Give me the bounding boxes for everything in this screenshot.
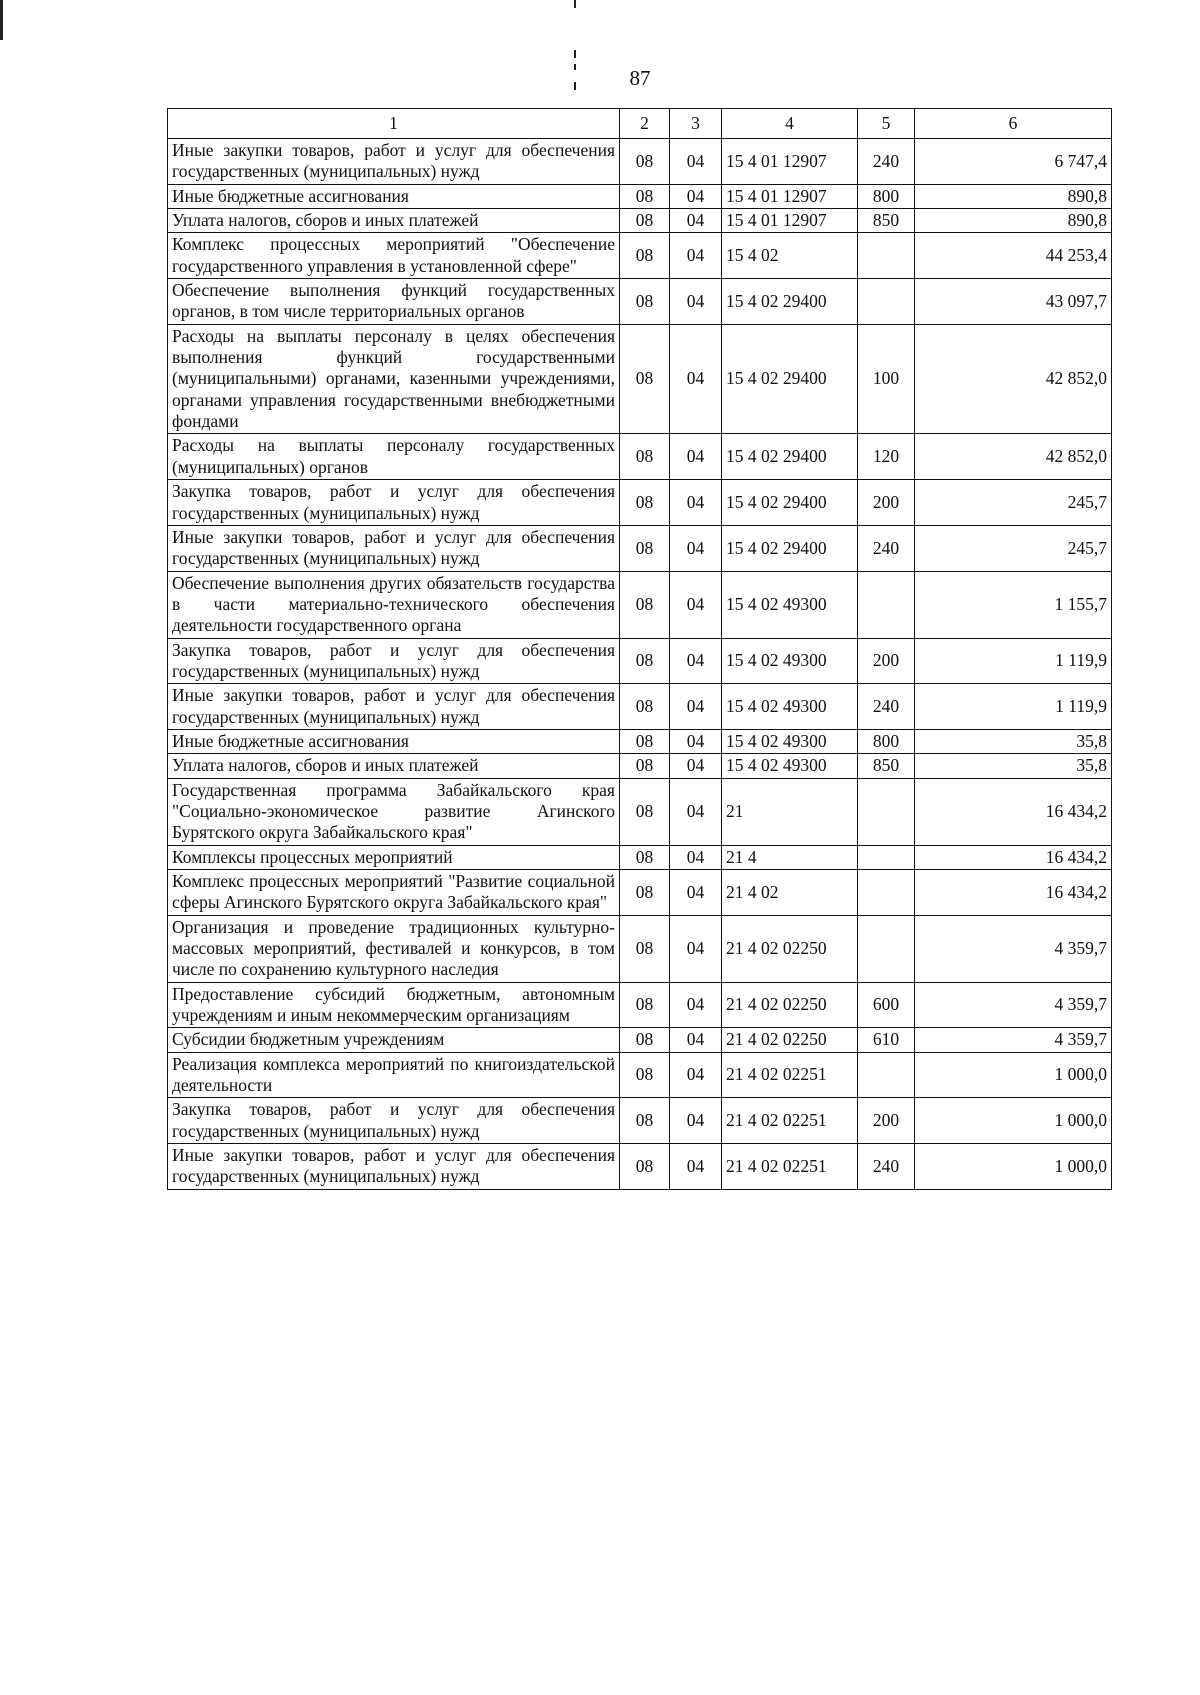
table-row xyxy=(168,525,1112,571)
row-target-article: 21 4 xyxy=(722,845,858,869)
header-row xyxy=(168,109,1112,139)
row-name: Субсидии бюджетным учреждениям xyxy=(168,1028,620,1052)
row-section: 08 xyxy=(620,233,670,279)
row-expense-type: 600 xyxy=(858,982,915,1028)
table-row xyxy=(168,434,1112,480)
header-col-6: 6 xyxy=(915,109,1112,139)
row-expense-type xyxy=(858,870,915,916)
row-expense-type xyxy=(858,1052,915,1098)
row-target-article: 15 4 02 29400 xyxy=(722,434,858,480)
row-target-article: 21 4 02 02251 xyxy=(722,1144,858,1190)
row-amount: 16 434,2 xyxy=(915,778,1112,845)
row-subsection: 04 xyxy=(670,209,722,233)
row-target-article: 15 4 02 xyxy=(722,233,858,279)
row-name: Государственная программа Забайкальского края "Социально-экономическое развитие Агинского Бурятского округа Забайкальского края" xyxy=(168,778,620,845)
row-amount: 6 747,4 xyxy=(915,139,1112,185)
row-expense-type: 200 xyxy=(858,480,915,526)
row-expense-type: 610 xyxy=(858,1028,915,1052)
row-target-article: 21 4 02 02251 xyxy=(722,1098,858,1144)
row-expense-type xyxy=(858,233,915,279)
row-section: 08 xyxy=(620,1028,670,1052)
row-section: 08 xyxy=(620,778,670,845)
row-section: 08 xyxy=(620,139,670,185)
row-target-article: 21 4 02 02251 xyxy=(722,1052,858,1098)
row-name: Комплекс процессных мероприятий "Развитие социальной сферы Агинского Бурятского округа Забайкальского края" xyxy=(168,870,620,916)
table-row xyxy=(168,209,1112,233)
table-row xyxy=(168,729,1112,753)
row-expense-type: 240 xyxy=(858,139,915,185)
row-subsection: 04 xyxy=(670,778,722,845)
row-section: 08 xyxy=(620,684,670,730)
row-name: Иные закупки товаров, работ и услуг для обеспечения государственных (муниципальных) нужд xyxy=(168,139,620,185)
row-target-article: 15 4 02 29400 xyxy=(722,525,858,571)
row-amount: 1 155,7 xyxy=(915,571,1112,638)
row-amount: 245,7 xyxy=(915,525,1112,571)
row-section: 08 xyxy=(620,845,670,869)
row-amount: 245,7 xyxy=(915,480,1112,526)
row-amount: 1 119,9 xyxy=(915,684,1112,730)
table-row xyxy=(168,982,1112,1028)
row-amount: 1 119,9 xyxy=(915,638,1112,684)
row-target-article: 15 4 01 12907 xyxy=(722,139,858,185)
row-amount: 44 253,4 xyxy=(915,233,1112,279)
row-expense-type xyxy=(858,279,915,325)
row-name: Закупка товаров, работ и услуг для обеспечения государственных (муниципальных) нужд xyxy=(168,480,620,526)
row-target-article: 21 4 02 xyxy=(722,870,858,916)
row-subsection: 04 xyxy=(670,684,722,730)
row-expense-type: 240 xyxy=(858,525,915,571)
row-subsection: 04 xyxy=(670,638,722,684)
row-target-article: 15 4 02 49300 xyxy=(722,684,858,730)
row-subsection: 04 xyxy=(670,845,722,869)
row-expense-type: 100 xyxy=(858,324,915,434)
table-row xyxy=(168,1144,1112,1190)
row-target-article: 21 4 02 02250 xyxy=(722,1028,858,1052)
row-subsection: 04 xyxy=(670,729,722,753)
row-target-article: 21 4 02 02250 xyxy=(722,915,858,982)
table-row xyxy=(168,1098,1112,1144)
row-amount: 42 852,0 xyxy=(915,434,1112,480)
row-amount: 16 434,2 xyxy=(915,845,1112,869)
row-name: Расходы на выплаты персоналу государственных (муниципальных) органов xyxy=(168,434,620,480)
row-name: Иные закупки товаров, работ и услуг для обеспечения государственных (муниципальных) нужд xyxy=(168,684,620,730)
table-row xyxy=(168,480,1112,526)
row-name: Уплата налогов, сборов и иных платежей xyxy=(168,754,620,778)
scan-mark-left-edge xyxy=(0,0,3,40)
row-subsection: 04 xyxy=(670,1098,722,1144)
row-amount: 4 359,7 xyxy=(915,915,1112,982)
row-subsection: 04 xyxy=(670,480,722,526)
row-name: Закупка товаров, работ и услуг для обеспечения государственных (муниципальных) нужд xyxy=(168,1098,620,1144)
row-target-article: 15 4 02 49300 xyxy=(722,638,858,684)
table-row xyxy=(168,571,1112,638)
row-section: 08 xyxy=(620,434,670,480)
row-name: Расходы на выплаты персоналу в целях обеспечения выполнения функций государственными (муниципальными) органами, казенными учреждениями, органами управления государственными внебюджетными фондами xyxy=(168,324,620,434)
row-section: 08 xyxy=(620,525,670,571)
row-expense-type: 240 xyxy=(858,684,915,730)
header-col-3: 3 xyxy=(670,109,722,139)
row-expense-type xyxy=(858,778,915,845)
row-target-article: 21 xyxy=(722,778,858,845)
row-section: 08 xyxy=(620,638,670,684)
row-subsection: 04 xyxy=(670,754,722,778)
row-name: Иные бюджетные ассигнования xyxy=(168,729,620,753)
row-amount: 1 000,0 xyxy=(915,1144,1112,1190)
row-name: Иные закупки товаров, работ и услуг для обеспечения государственных (муниципальных) нужд xyxy=(168,1144,620,1190)
row-subsection: 04 xyxy=(670,1052,722,1098)
row-section: 08 xyxy=(620,1098,670,1144)
row-expense-type xyxy=(858,915,915,982)
row-target-article: 15 4 02 49300 xyxy=(722,754,858,778)
row-amount: 16 434,2 xyxy=(915,870,1112,916)
table-body xyxy=(168,139,1112,1190)
scan-mark-top xyxy=(574,0,576,8)
row-section: 08 xyxy=(620,324,670,434)
table-header xyxy=(168,109,1112,139)
row-subsection: 04 xyxy=(670,233,722,279)
row-section: 08 xyxy=(620,729,670,753)
row-amount: 43 097,7 xyxy=(915,279,1112,325)
row-section: 08 xyxy=(620,480,670,526)
row-section: 08 xyxy=(620,982,670,1028)
row-name: Организация и проведение традиционных культурно-массовых мероприятий, фестивалей и конкурсов, в том числе по сохранению культурного наследия xyxy=(168,915,620,982)
row-amount: 35,8 xyxy=(915,754,1112,778)
table-row xyxy=(168,1052,1112,1098)
row-subsection: 04 xyxy=(670,1144,722,1190)
row-expense-type: 120 xyxy=(858,434,915,480)
row-subsection: 04 xyxy=(670,525,722,571)
row-name: Иные бюджетные ассигнования xyxy=(168,184,620,208)
table-row xyxy=(168,684,1112,730)
scan-mark-dash-3 xyxy=(574,82,576,90)
table-row xyxy=(168,184,1112,208)
row-expense-type: 800 xyxy=(858,184,915,208)
row-expense-type: 240 xyxy=(858,1144,915,1190)
row-section: 08 xyxy=(620,209,670,233)
row-target-article: 15 4 02 29400 xyxy=(722,324,858,434)
row-target-article: 15 4 02 49300 xyxy=(722,729,858,753)
table-row xyxy=(168,233,1112,279)
row-subsection: 04 xyxy=(670,139,722,185)
table-row xyxy=(168,754,1112,778)
table-row xyxy=(168,870,1112,916)
row-section: 08 xyxy=(620,1144,670,1190)
row-subsection: 04 xyxy=(670,324,722,434)
row-subsection: 04 xyxy=(670,434,722,480)
budget-table xyxy=(167,108,1112,1190)
row-subsection: 04 xyxy=(670,1028,722,1052)
table-row xyxy=(168,1028,1112,1052)
row-subsection: 04 xyxy=(670,982,722,1028)
table-row xyxy=(168,845,1112,869)
table-row xyxy=(168,279,1112,325)
row-subsection: 04 xyxy=(670,279,722,325)
row-expense-type xyxy=(858,845,915,869)
row-name: Обеспечение выполнения других обязательств государства в части материально-технического обеспечения деятельности государственного органа xyxy=(168,571,620,638)
row-amount: 42 852,0 xyxy=(915,324,1112,434)
row-expense-type: 850 xyxy=(858,209,915,233)
row-amount: 1 000,0 xyxy=(915,1098,1112,1144)
row-target-article: 15 4 01 12907 xyxy=(722,209,858,233)
row-expense-type: 200 xyxy=(858,1098,915,1144)
row-amount: 890,8 xyxy=(915,184,1112,208)
scan-mark-dash-2 xyxy=(574,64,576,70)
table-row xyxy=(168,778,1112,845)
row-expense-type: 800 xyxy=(858,729,915,753)
row-expense-type: 200 xyxy=(858,638,915,684)
row-target-article: 15 4 02 29400 xyxy=(722,279,858,325)
table-row xyxy=(168,324,1112,434)
row-section: 08 xyxy=(620,870,670,916)
row-target-article: 15 4 02 29400 xyxy=(722,480,858,526)
row-section: 08 xyxy=(620,279,670,325)
row-name: Комплекс процессных мероприятий "Обеспечение государственного управления в установленной сфере" xyxy=(168,233,620,279)
header-col-5: 5 xyxy=(858,109,915,139)
row-subsection: 04 xyxy=(670,915,722,982)
row-amount: 1 000,0 xyxy=(915,1052,1112,1098)
header-col-2: 2 xyxy=(620,109,670,139)
row-section: 08 xyxy=(620,184,670,208)
row-subsection: 04 xyxy=(670,571,722,638)
row-section: 08 xyxy=(620,571,670,638)
row-name: Предоставление субсидий бюджетным, автономным учреждениям и иным некоммерческим организациям xyxy=(168,982,620,1028)
row-target-article: 15 4 01 12907 xyxy=(722,184,858,208)
row-name: Иные закупки товаров, работ и услуг для обеспечения государственных (муниципальных) нужд xyxy=(168,525,620,571)
row-amount: 4 359,7 xyxy=(915,982,1112,1028)
row-name: Уплата налогов, сборов и иных платежей xyxy=(168,209,620,233)
table-row xyxy=(168,139,1112,185)
row-amount: 35,8 xyxy=(915,729,1112,753)
row-section: 08 xyxy=(620,754,670,778)
row-expense-type xyxy=(858,571,915,638)
row-name: Обеспечение выполнения функций государственных органов, в том числе территориальных органов xyxy=(168,279,620,325)
row-subsection: 04 xyxy=(670,184,722,208)
header-col-4: 4 xyxy=(722,109,858,139)
row-section: 08 xyxy=(620,1052,670,1098)
row-amount: 4 359,7 xyxy=(915,1028,1112,1052)
row-subsection: 04 xyxy=(670,870,722,916)
row-name: Комплексы процессных мероприятий xyxy=(168,845,620,869)
row-target-article: 21 4 02 02250 xyxy=(722,982,858,1028)
row-name: Закупка товаров, работ и услуг для обеспечения государственных (муниципальных) нужд xyxy=(168,638,620,684)
row-target-article: 15 4 02 49300 xyxy=(722,571,858,638)
table-row xyxy=(168,915,1112,982)
row-section: 08 xyxy=(620,915,670,982)
page-number: 87 xyxy=(629,66,651,90)
table-row xyxy=(168,638,1112,684)
row-expense-type: 850 xyxy=(858,754,915,778)
header-col-1: 1 xyxy=(168,109,620,139)
row-name: Реализация комплекса мероприятий по книгоиздательской деятельности xyxy=(168,1052,620,1098)
row-amount: 890,8 xyxy=(915,209,1112,233)
scan-mark-dash xyxy=(574,50,576,58)
